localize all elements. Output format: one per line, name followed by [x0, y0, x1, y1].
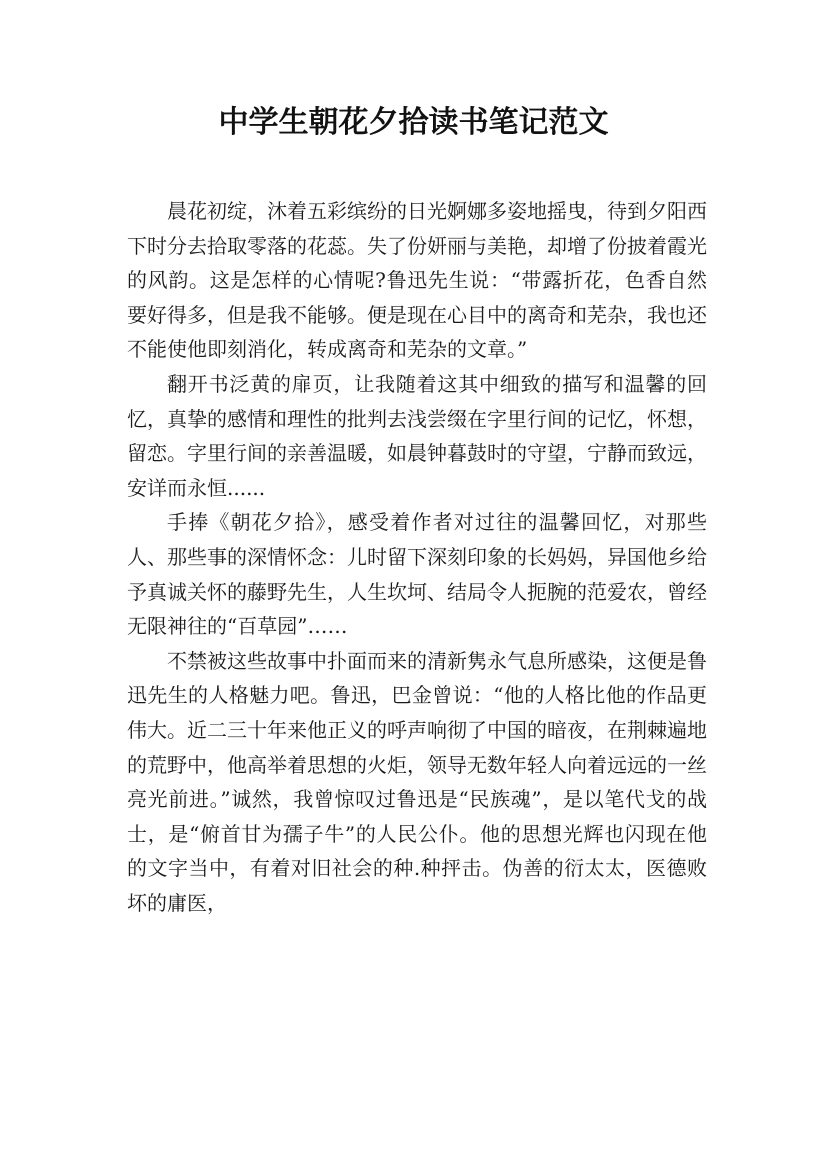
paragraph-1: 晨花初绽，沐着五彩缤纷的日光婀娜多姿地摇曳，待到夕阳西下时分去拾取零落的花蕊。失了份妍丽与美艳，却增了份披着霞光的风韵。这是怎样的心情呢?鲁迅先生说：“带露折花，色香自然要好得多，但是我不能够。便是现在心目中的离奇和芜杂，我也还不能使他即刻消化，转成离奇和芜杂的文章。” [127, 199, 707, 362]
paragraph-4: 不禁被这些故事中扑面而来的清新隽永气息所感染，这便是鲁迅先生的人格魅力吧。鲁迅，巴金曾说：“他的人格比他的作品更伟大。近二三十年来他正义的呼声响彻了中国的暗夜，在荆棘遍地的荒野中，他高举着思想的火炬，领导无数年轻人向着远远的一丝亮光前进。”诚然，我曾惊叹过鲁迅是“民族魂”，是以笔代戈的战士，是“俯首甘为孺子牛”的人民公仆。他的思想光辉也闪现在他的文字当中，有着对旧社会的种.种抨击。伪善的衍太太，医德败坏的庸医， [127, 648, 707, 915]
paragraph-3: 手捧《朝花夕拾》，感受着作者对过往的温馨回忆，对那些人、那些事的深情怀念：儿时留下深刻印象的长妈妈，异国他乡给予真诚关怀的藤野先生，人生坎坷、结局令人扼腕的范爱农，曾经无限神往的“百草园”…… [127, 510, 707, 639]
document-body [127, 194, 707, 920]
document-title: 中学生朝花夕拾读书笔记范文 [218, 105, 609, 140]
paragraph-2: 翻开书泛黄的扉页，让我随着这其中细致的描写和温馨的回忆，真挚的感情和理性的批判去浅尝缀在字里行间的记忆，怀想，留恋。字里行间的亲善温暖，如晨钟暮鼓时的守望，宁静而致远，安详而永恒...... [127, 371, 707, 500]
